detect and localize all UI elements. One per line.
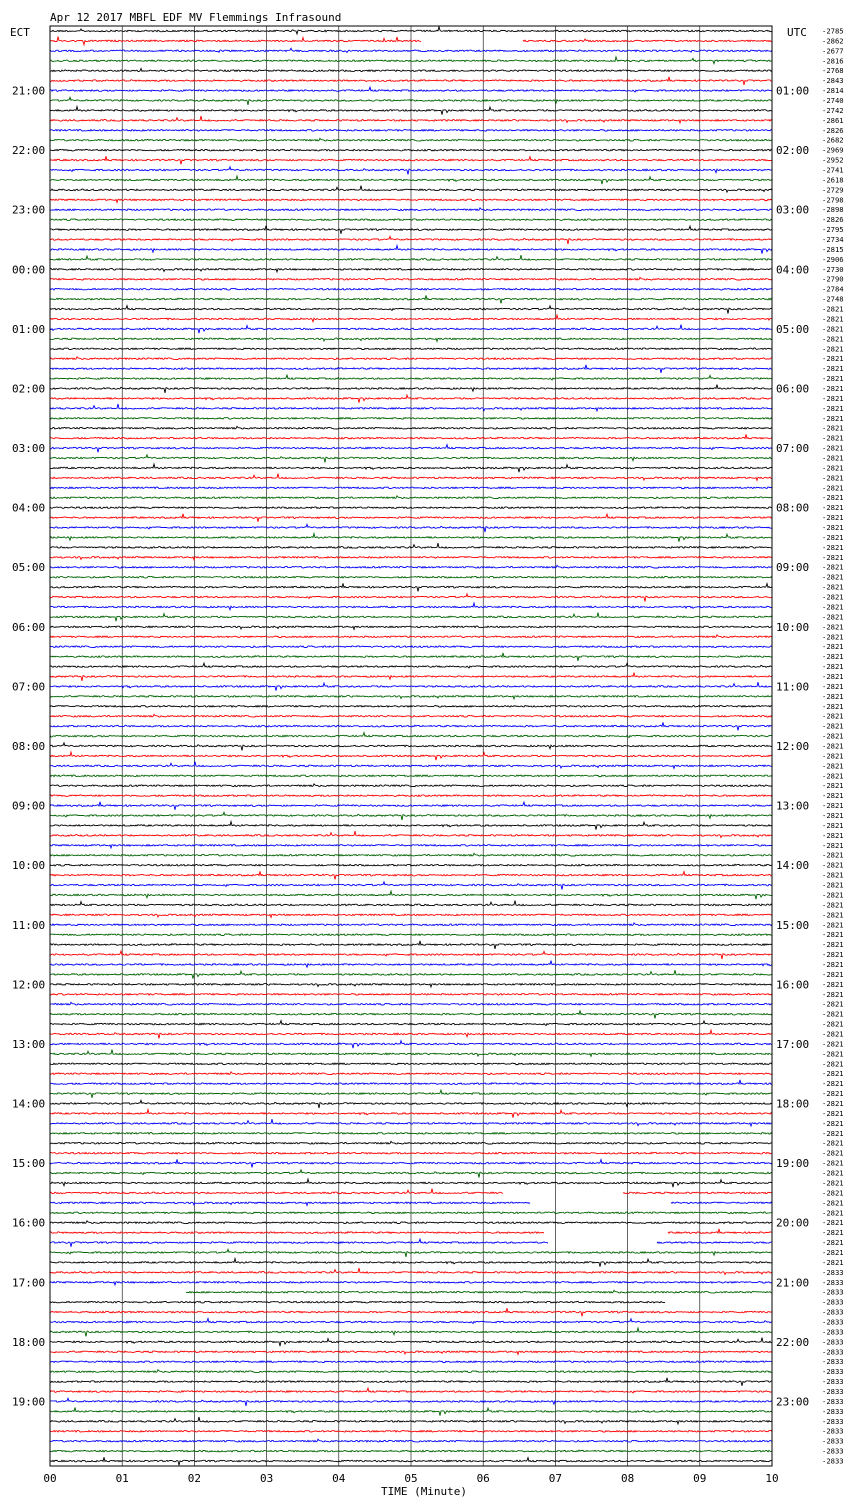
trace-offset-label: -2821 xyxy=(822,840,844,850)
trace-offset-label: -2821 xyxy=(822,532,844,542)
trace-offset-label: -2821 xyxy=(822,1247,844,1257)
trace-offset-label: -2816 xyxy=(822,56,844,66)
trace-offset-label: -2821 xyxy=(822,1019,844,1029)
trace-offset-label: -2821 xyxy=(822,662,844,672)
x-tick-label: 09 xyxy=(693,1472,707,1485)
trace-offset-label: -2821 xyxy=(822,473,844,483)
trace-offset-label: -2833 xyxy=(822,1416,844,1426)
seismic-trace xyxy=(50,1239,548,1247)
x-tick-label: 04 xyxy=(332,1472,346,1485)
left-hour-label: 17:00 xyxy=(12,1276,46,1290)
trace-offset-label: -2843 xyxy=(822,76,844,86)
left-hour-label: 00:00 xyxy=(12,263,46,277)
right-hour-label: 02:00 xyxy=(776,144,810,158)
trace-offset-label: -2821 xyxy=(822,989,844,999)
trace-offset-label: -2821 xyxy=(822,1069,844,1079)
trace-offset-label: -2833 xyxy=(822,1377,844,1387)
trace-offset-label: -2898 xyxy=(822,205,844,215)
trace-offset-label: -2821 xyxy=(822,870,844,880)
trace-offset-label: -2821 xyxy=(822,930,844,940)
trace-offset-label: -2821 xyxy=(822,304,844,314)
trace-offset-label: -2821 xyxy=(822,969,844,979)
trace-offset-label: -2821 xyxy=(822,632,844,642)
seismic-trace xyxy=(186,1290,772,1293)
trace-offset-label: -2821 xyxy=(822,1118,844,1128)
trace-offset-label: -2821 xyxy=(822,314,844,324)
trace-offset-label: -2821 xyxy=(822,1049,844,1059)
trace-offset-label: -2821 xyxy=(822,1128,844,1138)
left-hour-label: 12:00 xyxy=(12,978,46,992)
trace-offset-label: -2821 xyxy=(822,433,844,443)
trace-offset-label: -2833 xyxy=(822,1387,844,1397)
trace-offset-label: -2821 xyxy=(822,354,844,364)
trace-offset-label: -2821 xyxy=(822,681,844,691)
right-hour-label: 22:00 xyxy=(776,1335,810,1349)
x-tick-label: 07 xyxy=(548,1472,563,1485)
trace-offset-label: -2821 xyxy=(822,602,844,612)
trace-offset-label: -2821 xyxy=(822,513,844,523)
trace-offset-label: -2821 xyxy=(822,979,844,989)
trace-offset-label: -2821 xyxy=(822,999,844,1009)
trace-offset-label: -2618 xyxy=(822,175,844,185)
trace-offset-label: -2821 xyxy=(822,642,844,652)
trace-offset-label: -2833 xyxy=(822,1267,844,1277)
seismic-trace xyxy=(671,1202,772,1204)
seismic-trace xyxy=(668,1229,772,1234)
trace-offset-label: -2795 xyxy=(822,225,844,235)
trace-offset-label: -2821 xyxy=(822,1168,844,1178)
trace-offset-label: -2821 xyxy=(822,1138,844,1148)
trace-offset-label: -2821 xyxy=(822,691,844,701)
right-hour-label: 04:00 xyxy=(776,263,810,277)
right-hour-label: 18:00 xyxy=(776,1097,810,1111)
left-hour-label: 19:00 xyxy=(12,1395,46,1409)
right-hour-label: 21:00 xyxy=(776,1276,810,1290)
right-hour-label: 16:00 xyxy=(776,978,810,992)
trace-offset-label: -2821 xyxy=(822,910,844,920)
trace-offset-label: -2821 xyxy=(822,830,844,840)
right-hour-label: 19:00 xyxy=(776,1157,810,1171)
seismic-trace xyxy=(50,1232,544,1234)
trace-offset-label: -2821 xyxy=(822,443,844,453)
trace-offset-label: -2821 xyxy=(822,562,844,572)
trace-offset-label: -2821 xyxy=(822,393,844,403)
trace-offset-label: -2833 xyxy=(822,1446,844,1456)
trace-offset-label: -2784 xyxy=(822,284,844,294)
trace-offset-label: -2798 xyxy=(822,195,844,205)
trace-offset-label: -2833 xyxy=(822,1347,844,1357)
trace-offset-label: -2906 xyxy=(822,254,844,264)
trace-offset-label: -2821 xyxy=(822,483,844,493)
trace-offset-label: -2833 xyxy=(822,1297,844,1307)
left-hour-label: 13:00 xyxy=(12,1037,46,1051)
trace-offset-label: -2821 xyxy=(822,1148,844,1158)
trace-offset-label: -2833 xyxy=(822,1436,844,1446)
trace-offset-label: -2821 xyxy=(822,592,844,602)
trace-offset-label: -2821 xyxy=(822,622,844,632)
left-hour-label: 06:00 xyxy=(12,620,46,634)
trace-offset-label: -2821 xyxy=(822,453,844,463)
trace-offset-label: -2969 xyxy=(822,145,844,155)
trace-offset-label: -2821 xyxy=(822,403,844,413)
trace-offset-label: -2821 xyxy=(822,1099,844,1109)
trace-offset-label: -2833 xyxy=(822,1396,844,1406)
trace-offset-label: -2821 xyxy=(822,1089,844,1099)
trace-offset-label: -2821 xyxy=(822,751,844,761)
trace-offset-label: -2821 xyxy=(822,1228,844,1238)
trace-offset-label: -2821 xyxy=(822,523,844,533)
trace-offset-label: -2821 xyxy=(822,731,844,741)
trace-offset-label: -2821 xyxy=(822,850,844,860)
right-hour-label: 23:00 xyxy=(776,1395,810,1409)
trace-offset-label: -2821 xyxy=(822,940,844,950)
left-hour-label: 14:00 xyxy=(12,1097,46,1111)
left-hour-label: 11:00 xyxy=(12,918,46,932)
right-hour-label: 20:00 xyxy=(776,1216,810,1230)
left-hour-label: 08:00 xyxy=(12,740,46,753)
trace-offset-label: -2768 xyxy=(822,66,844,76)
trace-offset-label: -2826 xyxy=(822,215,844,225)
trace-offset-label: -2785 xyxy=(822,26,844,36)
seismic-trace xyxy=(657,1242,772,1244)
trace-offset-label: -2821 xyxy=(822,1198,844,1208)
trace-offset-label: -2821 xyxy=(822,1059,844,1069)
x-tick-label: 01 xyxy=(115,1472,129,1485)
x-tick-label: 03 xyxy=(259,1472,274,1485)
trace-offset-label: -2821 xyxy=(822,1079,844,1089)
left-hour-label: 23:00 xyxy=(12,203,46,217)
right-hour-label: 01:00 xyxy=(776,84,810,98)
left-hour-label: 01:00 xyxy=(12,322,46,336)
left-hour-label: 21:00 xyxy=(12,84,46,98)
trace-offset-label: -2742 xyxy=(822,105,844,115)
seismic-trace xyxy=(523,39,772,42)
right-hour-label: 11:00 xyxy=(776,680,810,694)
trace-offset-label: -2821 xyxy=(822,1039,844,1049)
trace-offset-label: -2821 xyxy=(822,1029,844,1039)
trace-offset-label: -2821 xyxy=(822,463,844,473)
right-hour-label: 10:00 xyxy=(776,620,810,634)
right-hour-label: 06:00 xyxy=(776,382,810,396)
trace-offset-label: -2833 xyxy=(822,1277,844,1287)
left-hour-label: 07:00 xyxy=(12,680,46,694)
trace-offset-label: -2833 xyxy=(822,1406,844,1416)
trace-offset-label: -2821 xyxy=(822,860,844,870)
trace-offset-label: -2821 xyxy=(822,791,844,801)
trace-offset-label: -2821 xyxy=(822,781,844,791)
left-hour-label: 09:00 xyxy=(12,799,46,813)
trace-offset-label: -2821 xyxy=(822,1238,844,1248)
left-hour-label: 15:00 xyxy=(12,1157,46,1171)
trace-offset-label: -2821 xyxy=(822,542,844,552)
left-hour-label: 16:00 xyxy=(12,1216,46,1230)
trace-offset-label: -2833 xyxy=(822,1317,844,1327)
trace-offset-label: -2833 xyxy=(822,1426,844,1436)
trace-offset-label: -2833 xyxy=(822,1287,844,1297)
left-hour-label: 10:00 xyxy=(12,859,46,873)
trace-offset-label: -2677 xyxy=(822,46,844,56)
right-hour-label: 08:00 xyxy=(776,501,810,515)
right-hour-label: 13:00 xyxy=(776,799,810,813)
seismic-trace xyxy=(50,1189,503,1194)
trace-offset-label: -2826 xyxy=(822,125,844,135)
trace-offset-label: -2821 xyxy=(822,1158,844,1168)
trace-offset-label: -2729 xyxy=(822,185,844,195)
trace-offset-label: -2821 xyxy=(822,801,844,811)
trace-offset-label: -2821 xyxy=(822,880,844,890)
trace-offset-label: -2821 xyxy=(822,721,844,731)
trace-offset-label: -2821 xyxy=(822,1178,844,1188)
trace-offset-label: -2748 xyxy=(822,294,844,304)
x-axis-label: TIME (Minute) xyxy=(380,1485,468,1498)
trace-offset-label: -2833 xyxy=(822,1307,844,1317)
trace-offset-label: -2821 xyxy=(822,811,844,821)
trace-offset-label: -2740 xyxy=(822,95,844,105)
left-hour-label: 18:00 xyxy=(12,1335,46,1349)
x-tick-label: 02 xyxy=(187,1472,202,1485)
trace-offset-label: -2741 xyxy=(822,165,844,175)
seismic-trace xyxy=(623,1192,772,1194)
trace-offset-label: -2821 xyxy=(822,582,844,592)
trace-offset-label: -2821 xyxy=(822,920,844,930)
left-hour-label: 03:00 xyxy=(12,442,46,456)
seismic-trace xyxy=(50,1301,665,1303)
trace-offset-label: -2730 xyxy=(822,264,844,274)
trace-offset-label: -2833 xyxy=(822,1367,844,1377)
trace-offset-label: -2833 xyxy=(822,1327,844,1337)
left-hour-label: 02:00 xyxy=(12,382,46,396)
trace-offset-label: -2734 xyxy=(822,235,844,245)
trace-offset-label: -2821 xyxy=(822,334,844,344)
trace-offset-label: -2821 xyxy=(822,711,844,721)
trace-offset-label: -2821 xyxy=(822,1208,844,1218)
trace-offset-label: -2821 xyxy=(822,890,844,900)
trace-offset-label: -2821 xyxy=(822,761,844,771)
trace-offset-label: -2821 xyxy=(822,959,844,969)
trace-offset-label: -2821 xyxy=(822,572,844,582)
right-timezone-label: UTC xyxy=(787,26,807,39)
left-hour-label: 22:00 xyxy=(12,144,46,158)
trace-offset-label: -2861 xyxy=(822,115,844,125)
chart-title: Apr 12 2017 MBFL EDF MV Flemmings Infrasound xyxy=(50,11,342,24)
trace-offset-label: -2821 xyxy=(822,612,844,622)
seismic-trace xyxy=(50,37,421,45)
trace-offset-label: -2821 xyxy=(822,1188,844,1198)
left-timezone-label: ECT xyxy=(10,26,30,39)
trace-offset-label: -2821 xyxy=(822,503,844,513)
right-hour-label: 05:00 xyxy=(776,322,810,336)
right-hour-label: 15:00 xyxy=(776,918,810,932)
left-hour-label: 05:00 xyxy=(12,561,46,575)
trace-offset-label: -2821 xyxy=(822,900,844,910)
x-tick-label: 05 xyxy=(404,1472,418,1485)
trace-offset-label: -2821 xyxy=(822,1257,844,1267)
trace-offset-label: -2833 xyxy=(822,1357,844,1367)
trace-offset-label: -2821 xyxy=(822,771,844,781)
trace-offset-label: -2821 xyxy=(822,1218,844,1228)
trace-offset-label: -2821 xyxy=(822,493,844,503)
trace-offset-label: -2821 xyxy=(822,741,844,751)
trace-offset-label: -2821 xyxy=(822,950,844,960)
x-tick-label: 00 xyxy=(43,1472,57,1485)
trace-offset-label: -2821 xyxy=(822,552,844,562)
x-tick-label: 10 xyxy=(765,1472,779,1485)
trace-offset-label: -2821 xyxy=(822,652,844,662)
trace-offset-label: -2814 xyxy=(822,86,844,96)
trace-offset-label: -2821 xyxy=(822,701,844,711)
trace-offset-label: -2821 xyxy=(822,374,844,384)
trace-offset-label: -2821 xyxy=(822,423,844,433)
trace-offset-label: -2821 xyxy=(822,1009,844,1019)
trace-offset-label: -2821 xyxy=(822,820,844,830)
trace-offset-label: -2821 xyxy=(822,383,844,393)
x-tick-label: 08 xyxy=(620,1472,635,1485)
trace-offset-label: -2952 xyxy=(822,155,844,165)
right-hour-label: 12:00 xyxy=(776,740,810,753)
left-hour-label: 04:00 xyxy=(12,501,46,515)
right-hour-label: 09:00 xyxy=(776,561,810,575)
right-hour-label: 14:00 xyxy=(776,859,810,873)
trace-offset-label: -2833 xyxy=(822,1456,844,1466)
trace-offset-label: -2821 xyxy=(822,364,844,374)
right-hour-label: 07:00 xyxy=(776,442,810,456)
trace-offset-label: -2821 xyxy=(822,413,844,423)
trace-offset-label: -2821 xyxy=(822,344,844,354)
right-hour-label: 03:00 xyxy=(776,203,810,217)
trace-offset-label: -2862 xyxy=(822,36,844,46)
trace-offset-label: -2790 xyxy=(822,274,844,284)
trace-offset-label: -2815 xyxy=(822,244,844,254)
x-tick-label: 06 xyxy=(476,1472,490,1485)
trace-offset-label: -2821 xyxy=(822,671,844,681)
trace-offset-label: -2833 xyxy=(822,1337,844,1347)
trace-offset-label: -2821 xyxy=(822,1108,844,1118)
trace-offset-label: -2682 xyxy=(822,135,844,145)
trace-offset-label: -2821 xyxy=(822,324,844,334)
right-hour-label: 17:00 xyxy=(776,1037,810,1051)
